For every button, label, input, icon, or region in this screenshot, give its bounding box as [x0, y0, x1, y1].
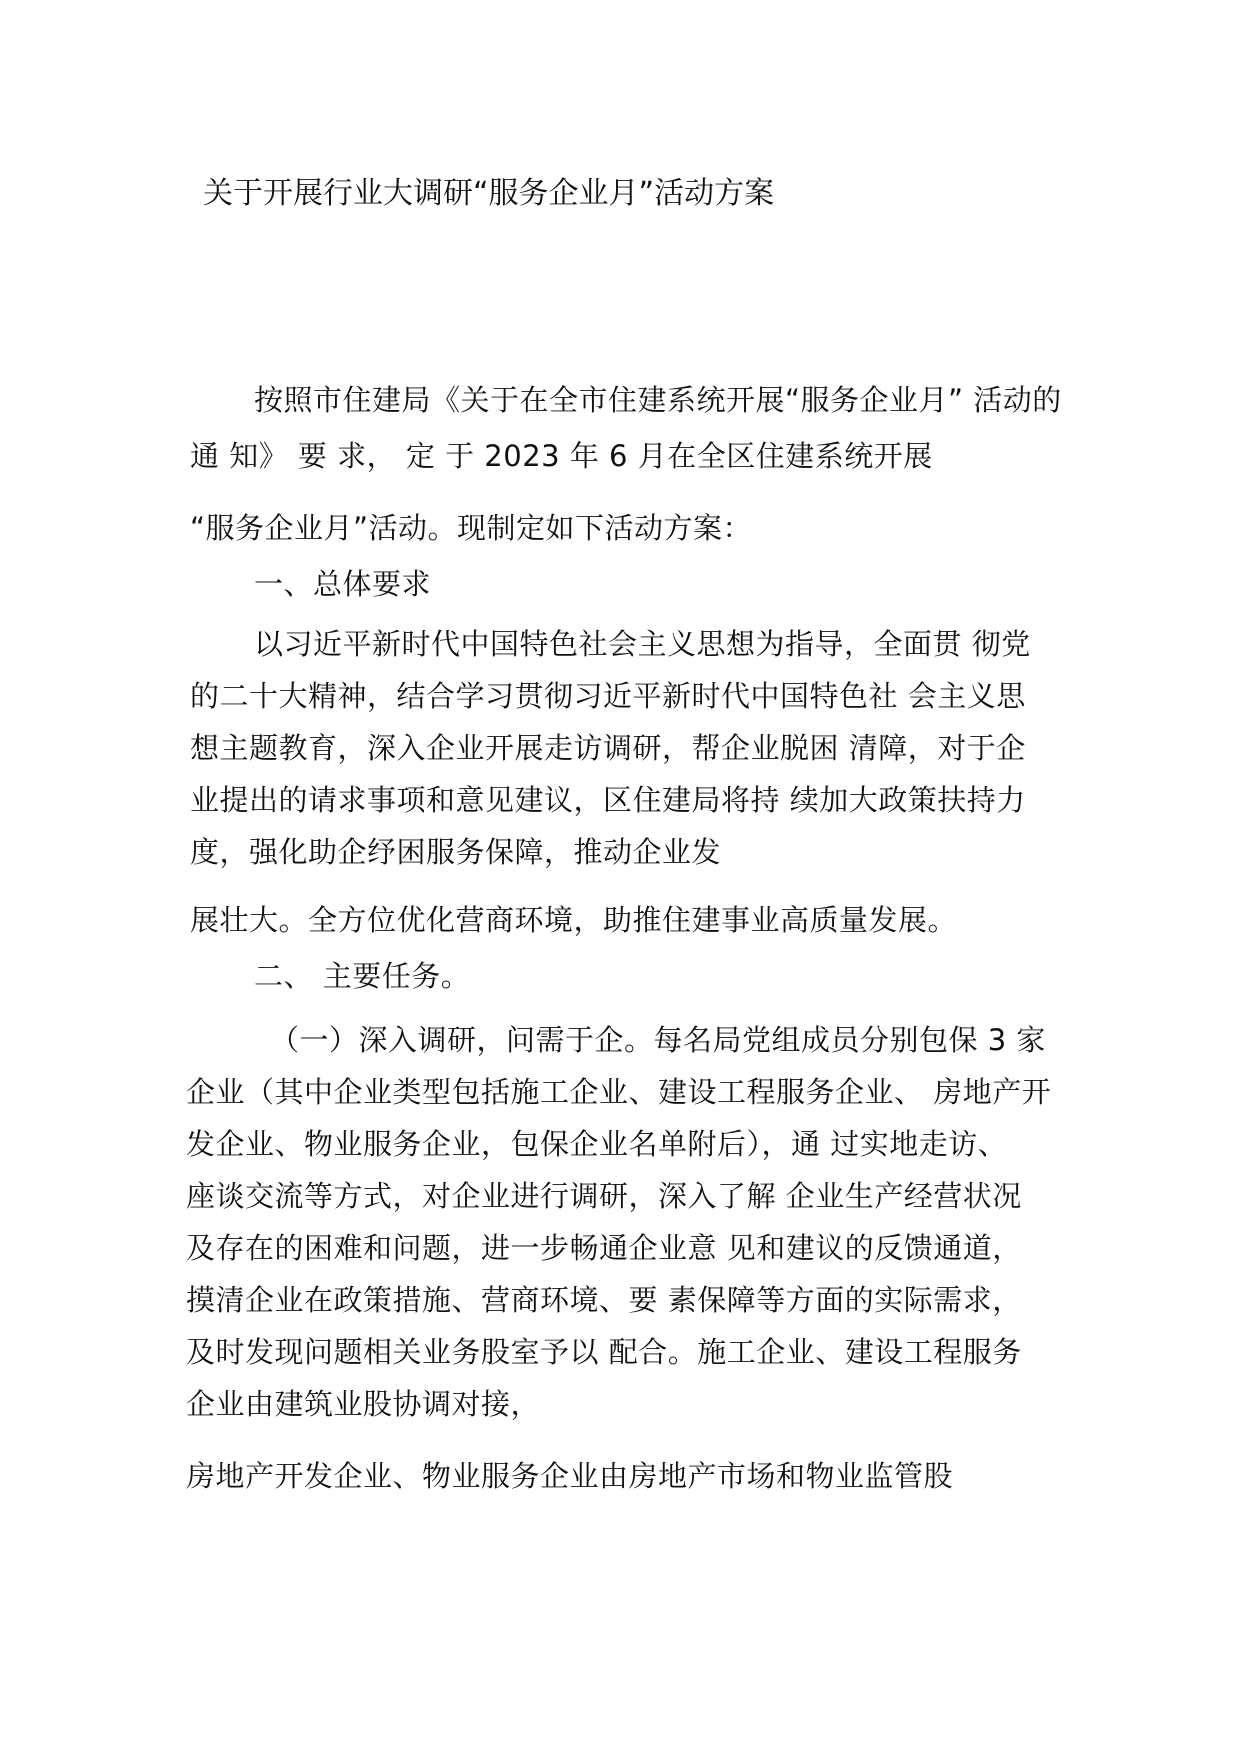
paragraph-line: 想主题教育，深入企业开展走访调研，帮企业脱困 清障，对于企	[190, 731, 1026, 765]
paragraph-line: 按照市住建局《关于在全市住建系统开展“服务企业月” 活动的	[254, 383, 1062, 417]
section-heading: 一、总体要求	[254, 567, 432, 601]
paragraph-line: 及时发现问题相关业务股室予以 配合。施工企业、建设工程服务	[186, 1335, 1022, 1369]
paragraph-line: “服务企业月”活动。现制定如下活动方案：	[190, 511, 753, 545]
paragraph-line: 及存在的困难和问题，进一步畅通企业意 见和建议的反馈通道，	[186, 1231, 1022, 1265]
paragraph-line: 通 知》 要 求， 定 于 2023 年 6 月在全区住建系统开展	[190, 439, 933, 473]
paragraph-line: 企业由建筑业股协调对接，	[186, 1387, 541, 1421]
paragraph-line: 的二十大精神，结合学习贯彻习近平新时代中国特色社 会主义思	[190, 679, 1026, 713]
paragraph-line: 展壮大。全方位优化营商环境，助推住建事业高质量发展。	[190, 903, 958, 937]
paragraph-line: 房地产开发企业、物业服务企业由房地产市场和物业监管股	[186, 1459, 954, 1493]
document-title: 关于开展行业大调研“服务企业月”活动方案	[203, 176, 775, 211]
paragraph-line: 以习近平新时代中国特色社会主义思想为指导，全面贯 彻党	[254, 627, 1031, 661]
paragraph-line: 业提出的请求事项和意见建议，区住建局将持 续加大政策扶持力	[190, 783, 1026, 817]
paragraph-line: 座谈交流等方式，对企业进行调研，深入了解 企业生产经营状况	[186, 1179, 1022, 1213]
paragraph-line: 摸清企业在政策措施、营商环境、要 素保障等方面的实际需求，	[186, 1283, 1022, 1317]
section-heading: 二、 主要任务。	[254, 959, 471, 993]
paragraph-line: 企业（其中企业类型包括施工企业、建设工程服务企业、 房地产开	[186, 1075, 1052, 1109]
paragraph-line: 度，强化助企纾困服务保障，推动企业发	[190, 835, 722, 869]
paragraph-line: 发企业、物业服务企业，包保企业名单附后），通 过实地走访、	[186, 1127, 1008, 1161]
paragraph-line: （一）深入调研，问需于企。每名局党组成员分别包保 3 家	[270, 1023, 1046, 1057]
